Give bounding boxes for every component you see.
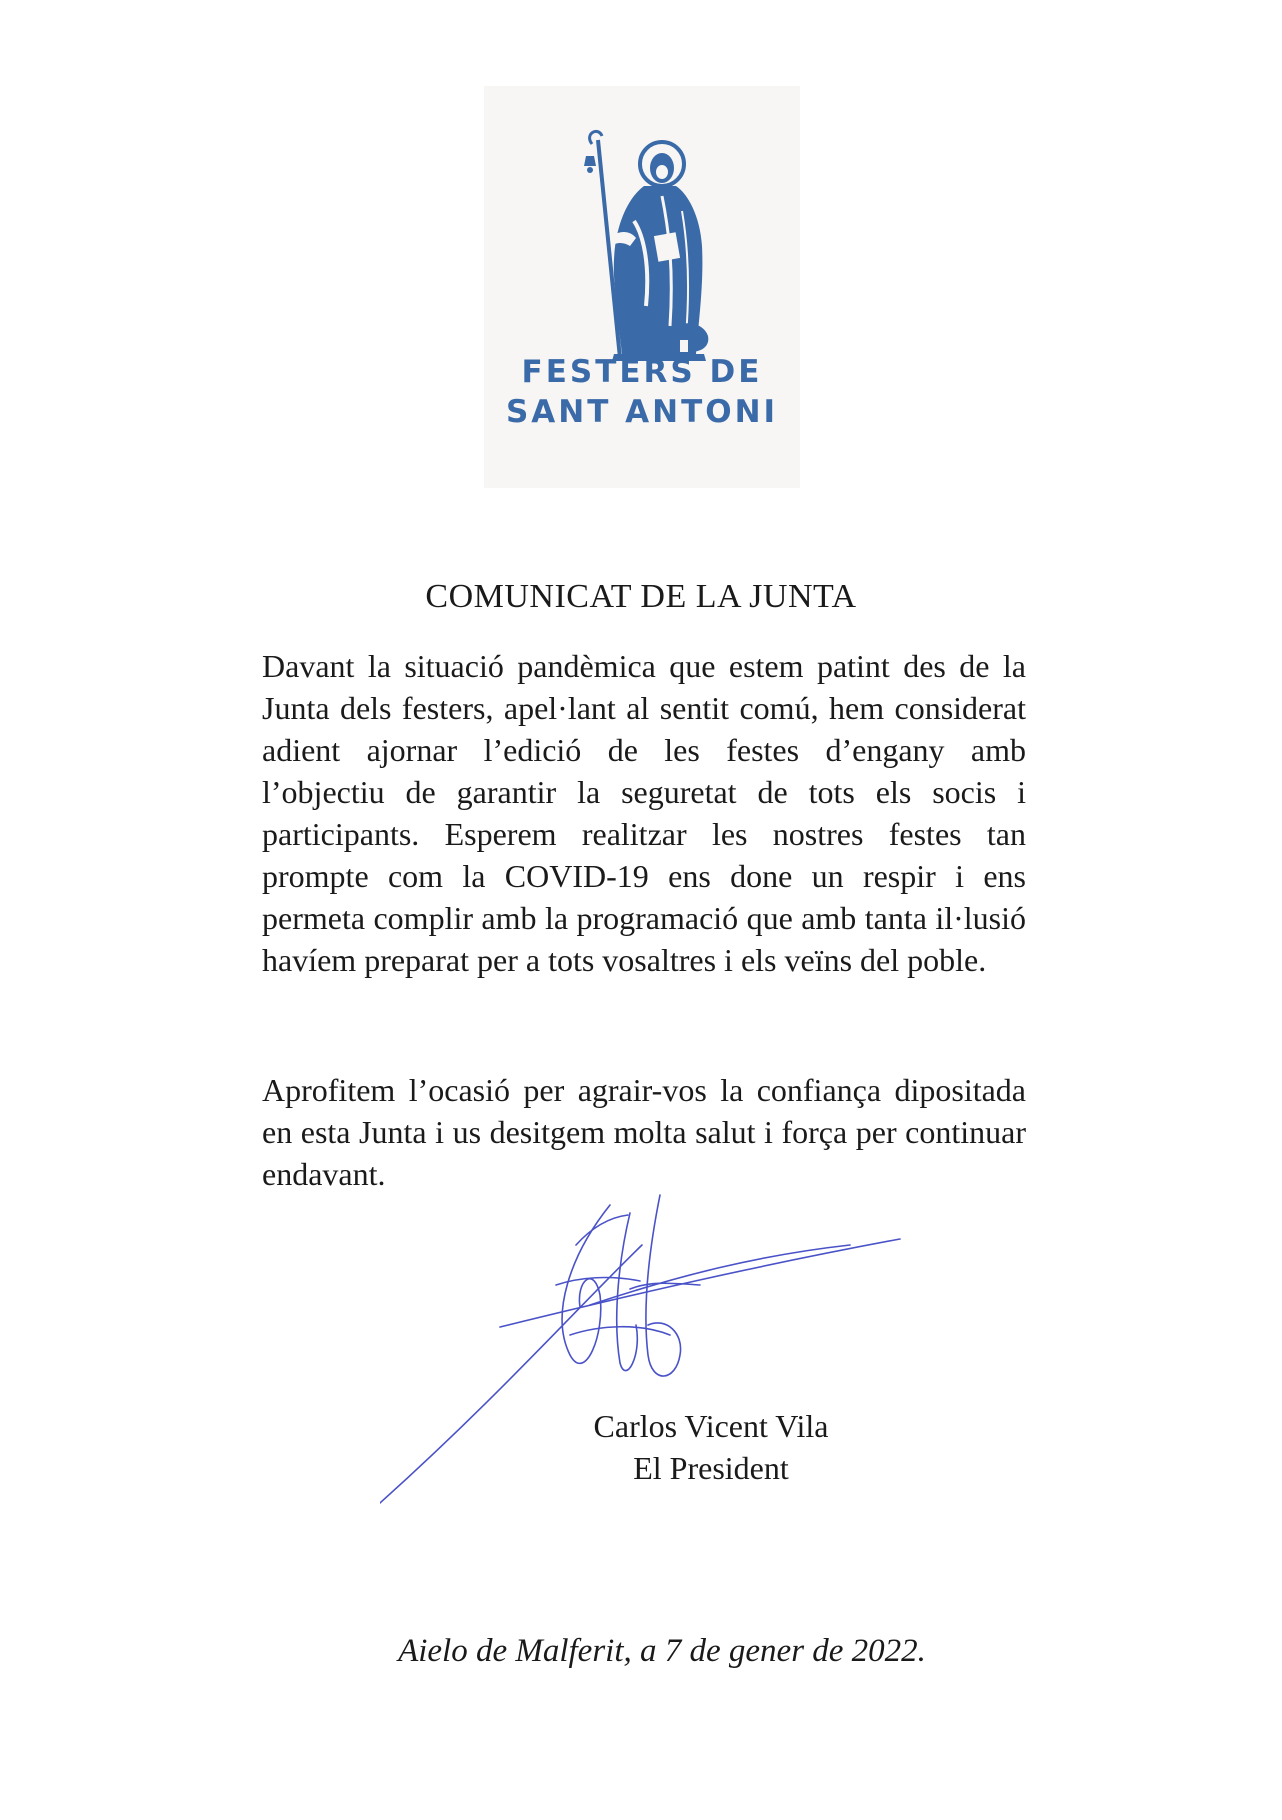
logo-text-line-1: FESTERS DE (521, 354, 763, 390)
body-paragraph-2: Aprofitem l’ocasió per agrair-vos la confiança dipositada en esta Junta i us desitgem molta salut i força per continuar endavant. (262, 1072, 1026, 1192)
signatory-role: El President (633, 1450, 789, 1486)
place-and-date: Aielo de Malferit, a 7 de gener de 2022. (398, 1633, 926, 1669)
saint-anthony-icon (564, 126, 714, 361)
festers-logo (484, 86, 800, 488)
logo-text-line-2: SANT ANTONI (505, 394, 779, 430)
document-title: COMUNICAT DE LA JUNTA (425, 578, 857, 615)
body-paragraph-1: Davant la situació pandèmica que estem patint des de la Junta dels festers, apel·lant al sentit comú, hem considerat adient ajornar l’edició de les festes d’engany amb l’objectiu de garantir la seguretat de tots els socis i participants. Esperem realitzar les nostres festes tan prompte com la COVID-19 ens done un respir i ens permeta complir amb la programació que amb tanta il·lusió havíem preparat per a tots vosaltres i els veïns del poble. (262, 648, 1026, 978)
signatory-name: Carlos Vicent Vila (593, 1408, 829, 1444)
